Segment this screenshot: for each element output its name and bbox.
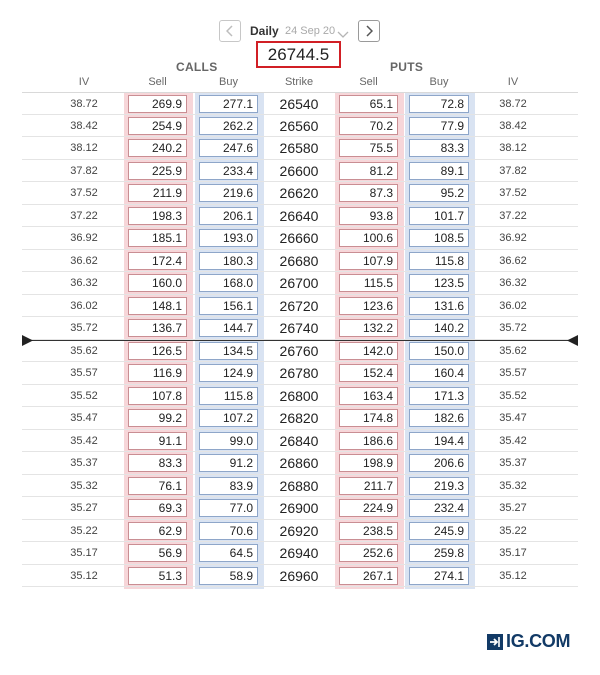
- strike-price: 26540: [279, 96, 319, 112]
- chevron-right-icon: [365, 25, 373, 37]
- strike-price: 26740: [279, 320, 319, 336]
- strike-price: 26840: [279, 432, 319, 449]
- puts-sell-price[interactable]: 132.2: [339, 319, 398, 337]
- puts-sell-price[interactable]: 198.9: [339, 454, 398, 472]
- iv-puts-cell: 35.12: [499, 569, 527, 582]
- puts-sell-price[interactable]: 186.6: [339, 432, 398, 450]
- strike-price: 26920: [279, 522, 319, 539]
- calls-sell-price[interactable]: 83.3: [128, 454, 187, 472]
- iv-puts-cell: 36.62: [499, 254, 527, 267]
- iv-puts-cell: 36.02: [499, 299, 527, 312]
- iv-calls-cell: 35.37: [70, 457, 98, 469]
- strike-price: 26660: [279, 230, 319, 246]
- calls-buy-price[interactable]: 134.5: [199, 342, 258, 360]
- puts-sell-price[interactable]: 211.7: [339, 477, 398, 495]
- iv-calls-cell: 36.02: [70, 299, 98, 312]
- strike-header: Strike: [284, 76, 314, 88]
- calls-sell-price[interactable]: 69.3: [128, 499, 187, 517]
- strike-price: 26820: [279, 410, 319, 426]
- calls-sell-price[interactable]: 240.2: [128, 139, 187, 157]
- table-row: [22, 182, 578, 205]
- table-row: [22, 430, 578, 453]
- table-row: [22, 362, 578, 385]
- strike-price: 26560: [279, 117, 319, 134]
- iv-puts-cell: 37.52: [499, 187, 527, 199]
- puts-sell-price[interactable]: 163.4: [339, 387, 398, 405]
- puts-buy-price[interactable]: 182.6: [409, 409, 469, 427]
- calls-buy-price[interactable]: 70.6: [199, 522, 258, 540]
- calls-sell-header: Sell: [148, 76, 167, 88]
- iv-calls-cell: 36.92: [70, 232, 98, 244]
- calls-sell-price[interactable]: 172.4: [128, 252, 187, 270]
- arrow-in-box-icon: [487, 634, 503, 650]
- iv-puts-cell: 35.72: [499, 322, 527, 334]
- calls-buy-price[interactable]: 91.2: [199, 454, 258, 472]
- calls-sell-price[interactable]: 225.9: [128, 162, 187, 180]
- strike-price: 26680: [279, 252, 319, 269]
- puts-buy-price[interactable]: 89.1: [409, 162, 469, 180]
- calls-buy-price[interactable]: 77.0: [199, 499, 258, 517]
- puts-buy-price[interactable]: 131.6: [409, 297, 469, 315]
- puts-sell-price[interactable]: 142.0: [339, 342, 398, 360]
- iv-puts-cell: 38.42: [499, 119, 527, 132]
- table-row: [22, 565, 578, 588]
- iv-calls-cell: 36.62: [70, 254, 98, 267]
- puts-buy-price[interactable]: 77.9: [409, 117, 469, 135]
- strike-price: 26620: [279, 185, 319, 201]
- puts-buy-header: Buy: [429, 76, 449, 88]
- puts-sell-price[interactable]: 100.6: [339, 229, 398, 247]
- table-row: [22, 407, 578, 430]
- calls-buy-price[interactable]: 219.6: [199, 184, 258, 202]
- brand-logo[interactable]: [487, 631, 570, 652]
- puts-sell-price[interactable]: 70.2: [339, 117, 398, 135]
- puts-sell-price[interactable]: 115.5: [339, 274, 398, 292]
- calls-sell-price[interactable]: 198.3: [128, 207, 187, 225]
- calls-sell-price[interactable]: 91.1: [128, 432, 187, 450]
- calls-buy-price[interactable]: 168.0: [199, 274, 258, 292]
- iv-calls-cell: 35.57: [70, 367, 98, 379]
- calls-sell-price[interactable]: 76.1: [128, 477, 187, 495]
- table-row: [22, 497, 578, 520]
- iv-puts-cell: 38.12: [499, 142, 527, 154]
- calls-sell-price[interactable]: 99.2: [128, 409, 187, 427]
- iv-calls-cell: 36.32: [70, 277, 98, 289]
- triangle-left-icon: [567, 335, 578, 346]
- puts-buy-price[interactable]: 171.3: [409, 387, 469, 405]
- brand-name: IG.COM: [506, 631, 571, 651]
- calls-buy-price[interactable]: 206.1: [199, 207, 258, 225]
- puts-buy-price[interactable]: 150.0: [409, 342, 469, 360]
- strike-price: 26960: [279, 567, 319, 584]
- puts-buy-price[interactable]: 140.2: [409, 319, 469, 337]
- iv-calls-cell: 37.82: [70, 164, 98, 177]
- calls-sell-price[interactable]: 116.9: [128, 364, 187, 382]
- iv-calls-cell: 35.12: [70, 569, 98, 582]
- table-row: [22, 250, 578, 273]
- calls-sell-price[interactable]: 148.1: [128, 297, 187, 315]
- puts-sell-price[interactable]: 75.5: [339, 139, 398, 157]
- puts-buy-price[interactable]: 206.6: [409, 454, 469, 472]
- calls-buy-price[interactable]: 124.9: [199, 364, 258, 382]
- table-row: [22, 160, 578, 183]
- previous-date-button[interactable]: [219, 20, 241, 42]
- strike-price: 26720: [279, 297, 319, 314]
- table-row: [22, 385, 578, 408]
- iv-puts-cell: 37.22: [499, 209, 527, 222]
- iv-puts-cell: 35.22: [499, 524, 527, 537]
- puts-sell-price[interactable]: 152.4: [339, 364, 398, 382]
- puts-buy-price[interactable]: 101.7: [409, 207, 469, 225]
- iv-calls-cell: 35.47: [70, 412, 98, 424]
- underlying-price-line: [30, 340, 570, 341]
- table-row: [22, 227, 578, 250]
- iv-calls-cell: 38.72: [70, 98, 98, 110]
- strike-price: 26600: [279, 162, 319, 179]
- iv-puts-cell: 35.32: [499, 479, 527, 492]
- table-row: [22, 475, 578, 498]
- puts-buy-price[interactable]: 245.9: [409, 522, 469, 540]
- calls-buy-price[interactable]: 144.7: [199, 319, 258, 337]
- calls-buy-price[interactable]: 180.3: [199, 252, 258, 270]
- iv-calls-cell: 35.32: [70, 479, 98, 492]
- puts-buy-price[interactable]: 274.1: [409, 567, 469, 585]
- iv-puts-cell: 35.57: [499, 367, 527, 379]
- puts-sell-price[interactable]: 107.9: [339, 252, 398, 270]
- table-row: [22, 272, 578, 295]
- date-navigator: [0, 20, 600, 42]
- calls-sell-price[interactable]: 211.9: [128, 184, 187, 202]
- table-row: [22, 520, 578, 543]
- puts-heading: PUTS: [390, 60, 424, 74]
- calls-buy-price[interactable]: 83.9: [199, 477, 258, 495]
- iv-calls-cell: 35.17: [70, 547, 98, 559]
- calls-buy-price[interactable]: 58.9: [199, 567, 258, 585]
- next-date-button[interactable]: [358, 20, 380, 42]
- puts-sell-price[interactable]: 87.3: [339, 184, 398, 202]
- table-row: [22, 115, 578, 138]
- puts-buy-price[interactable]: 115.8: [409, 252, 469, 270]
- iv-calls-cell: 35.42: [70, 434, 98, 447]
- calls-buy-price[interactable]: 99.0: [199, 432, 258, 450]
- puts-sell-price[interactable]: 252.6: [339, 544, 398, 562]
- calls-buy-price[interactable]: 277.1: [199, 95, 258, 113]
- calls-buy-price[interactable]: 193.0: [199, 229, 258, 247]
- calls-heading: CALLS: [176, 60, 218, 74]
- iv-puts-cell: 35.42: [499, 434, 527, 447]
- puts-sell-price[interactable]: 65.1: [339, 95, 398, 113]
- strike-price: 26940: [279, 545, 319, 561]
- iv-calls-cell: 35.27: [70, 502, 98, 514]
- puts-buy-price[interactable]: 72.8: [409, 95, 469, 113]
- calls-buy-price[interactable]: 64.5: [199, 544, 258, 562]
- iv-puts-cell: 38.72: [499, 98, 527, 110]
- strike-price: 26780: [279, 365, 319, 381]
- puts-sell-price[interactable]: 238.5: [339, 522, 398, 540]
- puts-buy-price[interactable]: 83.3: [409, 139, 469, 157]
- puts-buy-price[interactable]: 194.4: [409, 432, 469, 450]
- calls-sell-price[interactable]: 107.8: [128, 387, 187, 405]
- table-row: [22, 137, 578, 160]
- calls-sell-price[interactable]: 126.5: [128, 342, 187, 360]
- iv-puts-cell: 35.27: [499, 502, 527, 514]
- table-row: [22, 542, 578, 565]
- calls-buy-price[interactable]: 247.6: [199, 139, 258, 157]
- puts-sell-price[interactable]: 93.8: [339, 207, 398, 225]
- calls-buy-price[interactable]: 115.8: [199, 387, 258, 405]
- puts-buy-price[interactable]: 95.2: [409, 184, 469, 202]
- puts-sell-price[interactable]: 224.9: [339, 499, 398, 517]
- iv-puts-cell: 35.52: [499, 389, 527, 402]
- chevron-left-icon: [226, 25, 234, 37]
- calls-sell-price[interactable]: 136.7: [128, 319, 187, 337]
- puts-buy-price[interactable]: 259.8: [409, 544, 469, 562]
- iv-puts-cell: 35.47: [499, 412, 527, 424]
- calls-sell-price[interactable]: 62.9: [128, 522, 187, 540]
- iv-puts-cell: 35.62: [499, 344, 527, 357]
- strike-price: 26800: [279, 387, 319, 404]
- puts-sell-price[interactable]: 267.1: [339, 567, 398, 585]
- strike-price: 26640: [279, 207, 319, 224]
- calls-sell-price[interactable]: 269.9: [128, 95, 187, 113]
- calls-buy-price[interactable]: 107.2: [199, 409, 258, 427]
- calls-buy-price[interactable]: 156.1: [199, 297, 258, 315]
- iv-puts-cell: 35.17: [499, 547, 527, 559]
- iv-calls-cell: 35.62: [70, 344, 98, 357]
- table-row: [22, 205, 578, 228]
- underlying-price: 26744.5: [256, 41, 341, 68]
- strike-price: 26860: [279, 455, 319, 471]
- puts-sell-price[interactable]: 81.2: [339, 162, 398, 180]
- strike-price: 26900: [279, 500, 319, 516]
- puts-buy-price[interactable]: 123.5: [409, 274, 469, 292]
- table-row: [22, 295, 578, 318]
- iv-calls-cell: 38.42: [70, 119, 98, 132]
- period-label: Daily: [250, 24, 279, 38]
- calls-sell-price[interactable]: 160.0: [128, 274, 187, 292]
- calls-buy-price[interactable]: 233.4: [199, 162, 258, 180]
- puts-sell-price[interactable]: 123.6: [339, 297, 398, 315]
- triangle-right-icon: [22, 335, 33, 346]
- iv-puts-cell: 37.82: [499, 164, 527, 177]
- iv-puts-cell: 35.37: [499, 457, 527, 469]
- strike-price: 26760: [279, 342, 319, 359]
- iv-calls-cell: 37.22: [70, 209, 98, 222]
- iv-calls-header: IV: [78, 76, 90, 88]
- iv-puts-cell: 36.92: [499, 232, 527, 244]
- table-row: [22, 452, 578, 475]
- calls-sell-price[interactable]: 56.9: [128, 544, 187, 562]
- iv-puts-header: IV: [507, 76, 519, 88]
- puts-buy-price[interactable]: 219.3: [409, 477, 469, 495]
- strike-price: 26700: [279, 275, 319, 291]
- puts-buy-price[interactable]: 108.5: [409, 229, 469, 247]
- strike-price: 26580: [279, 140, 319, 156]
- calls-buy-price[interactable]: 262.2: [199, 117, 258, 135]
- puts-buy-price[interactable]: 160.4: [409, 364, 469, 382]
- iv-calls-cell: 38.12: [70, 142, 98, 154]
- calls-buy-header: Buy: [219, 76, 238, 88]
- table-row: [22, 340, 578, 363]
- strike-price: 26880: [279, 477, 319, 494]
- iv-calls-cell: 37.52: [70, 187, 98, 199]
- calls-sell-price[interactable]: 254.9: [128, 117, 187, 135]
- calls-sell-price[interactable]: 51.3: [128, 567, 187, 585]
- date-selector[interactable]: 24 Sep 20: [285, 25, 336, 37]
- table-row: [22, 317, 578, 340]
- iv-calls-cell: 35.72: [70, 322, 98, 334]
- iv-calls-cell: 35.52: [70, 389, 98, 402]
- puts-sell-price[interactable]: 174.8: [339, 409, 398, 427]
- iv-puts-cell: 36.32: [499, 277, 527, 289]
- puts-sell-header: Sell: [359, 76, 378, 88]
- puts-buy-price[interactable]: 232.4: [409, 499, 469, 517]
- iv-calls-cell: 35.22: [70, 524, 98, 537]
- table-row: [22, 92, 578, 115]
- calls-sell-price[interactable]: 185.1: [128, 229, 187, 247]
